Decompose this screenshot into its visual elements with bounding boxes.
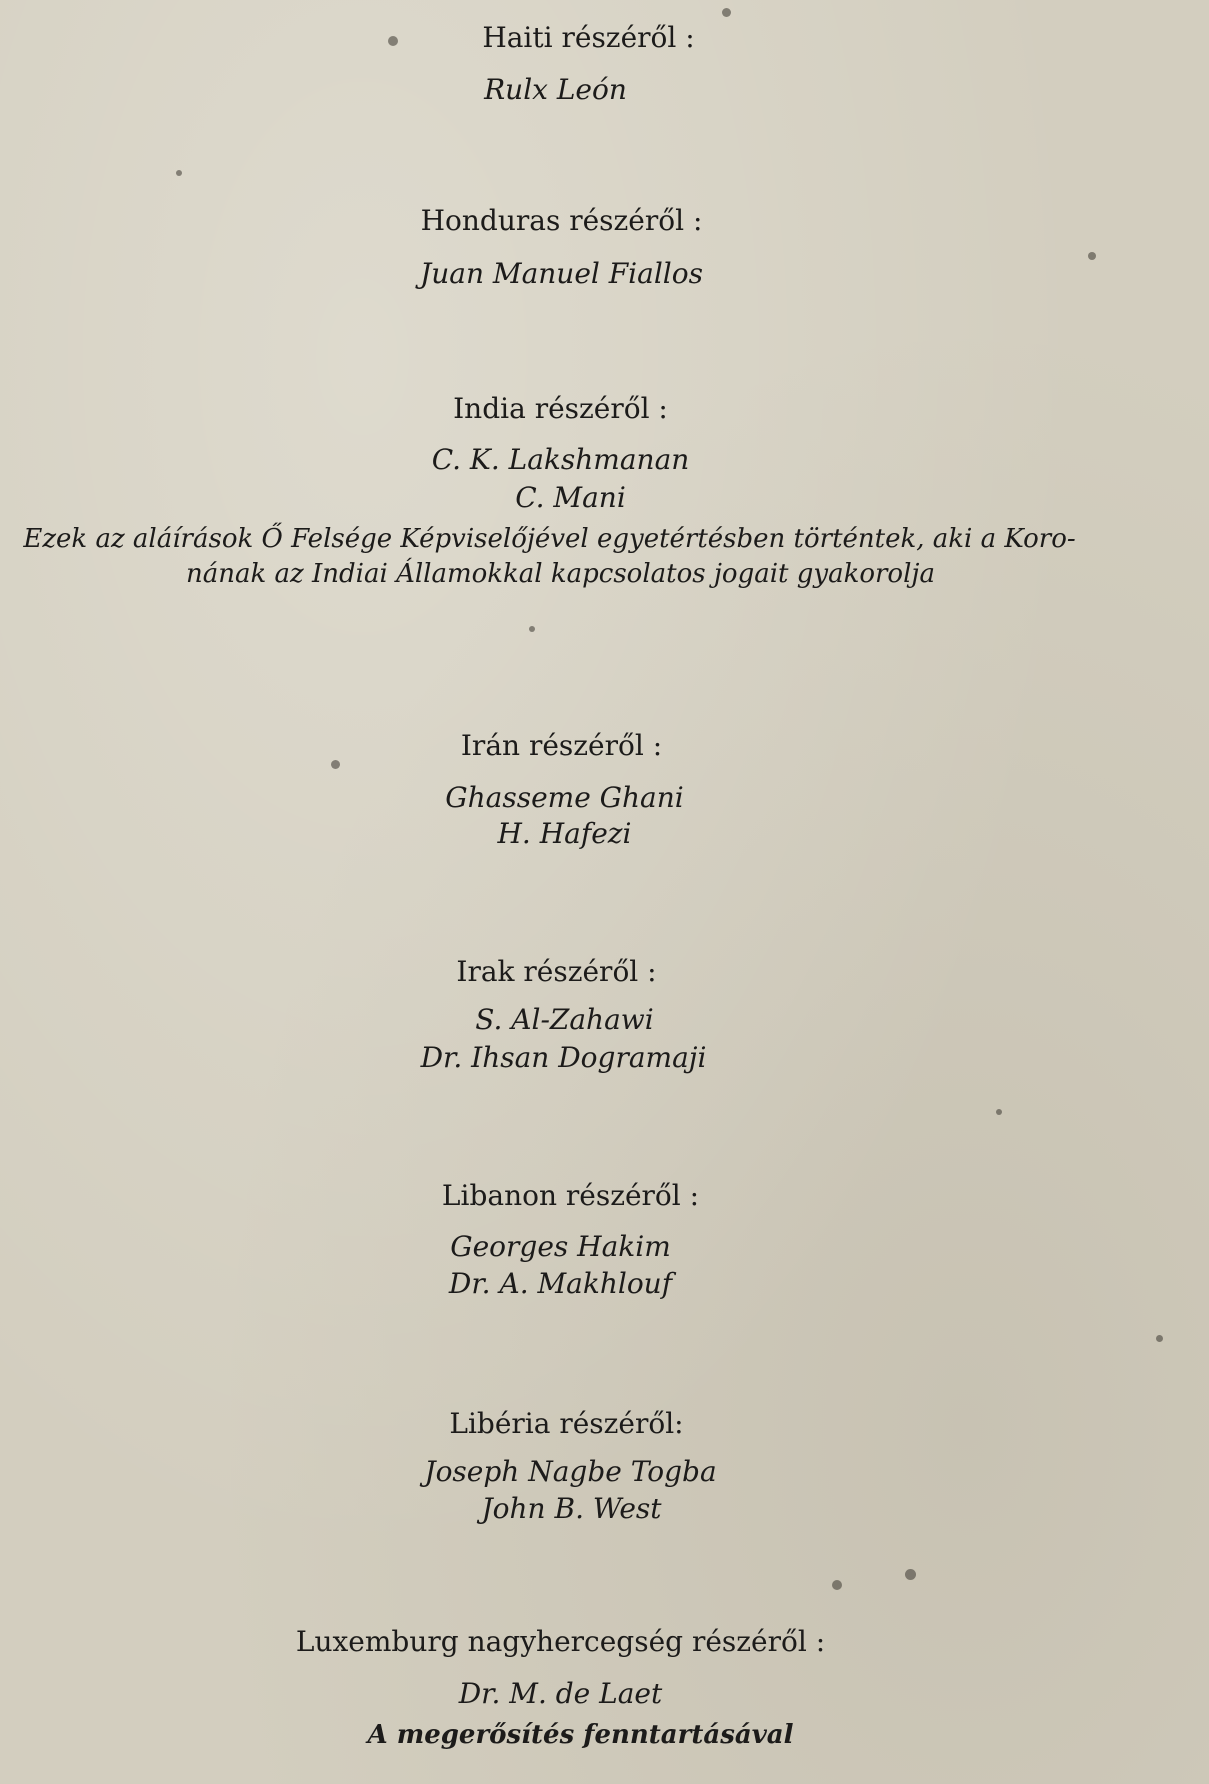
paper-speck [1088,252,1096,260]
paper-speck [996,1109,1002,1115]
signatory-name: Joseph Nagbe Togba [424,1455,717,1488]
section-heading-iran: Irán részéről : [460,729,663,762]
paper-speck [832,1580,842,1590]
signatory-name: John B. West [481,1492,662,1525]
section-heading-india: India részéről : [453,392,668,425]
paper-speck [176,170,182,176]
signatory-name: H. Hafezi [497,817,632,850]
signatory-name: Dr. M. de Laet [458,1677,663,1710]
signatory-name: Dr. Ihsan Dogramaji [420,1041,707,1074]
section-heading-luxemburg: Luxemburg nagyhercegség részéről : [295,1625,826,1658]
section-note: nának az Indiai Államokkal kapcsolatos jogait gyakorolja [186,559,935,589]
signatory-name: Dr. A. Makhlouf [448,1267,673,1300]
signatory-name: S. Al-Zahawi [475,1003,654,1036]
paper-speck [331,760,340,769]
section-note: Ezek az aláírások Ő Felsége Képviselőjével egyetértésben történtek, aki a Koro- [23,524,1076,554]
signatory-name: Georges Hakim [450,1230,671,1263]
signatory-name: Juan Manuel Fiallos [420,257,703,290]
section-heading-honduras: Honduras részéről : [420,204,703,237]
signatory-name: Rulx León [484,73,627,106]
signatory-name: C. K. Lakshmanan [431,443,690,476]
signatory-name: Ghasseme Ghani [445,781,684,814]
signatory-name: C. Mani [515,481,626,514]
section-heading-irak: Irak részéről : [456,955,657,988]
section-heading-liberia: Libéria részéről: [449,1407,684,1440]
paper-speck [529,626,535,632]
section-heading-haiti: Haiti részéről : [482,21,695,54]
section-note: A megerősítés fenntartásával [367,1720,794,1750]
paper-speck [722,8,731,17]
paper-speck [1156,1335,1163,1342]
section-heading-libanon: Libanon részéről : [441,1179,700,1212]
paper-speck [905,1569,916,1580]
